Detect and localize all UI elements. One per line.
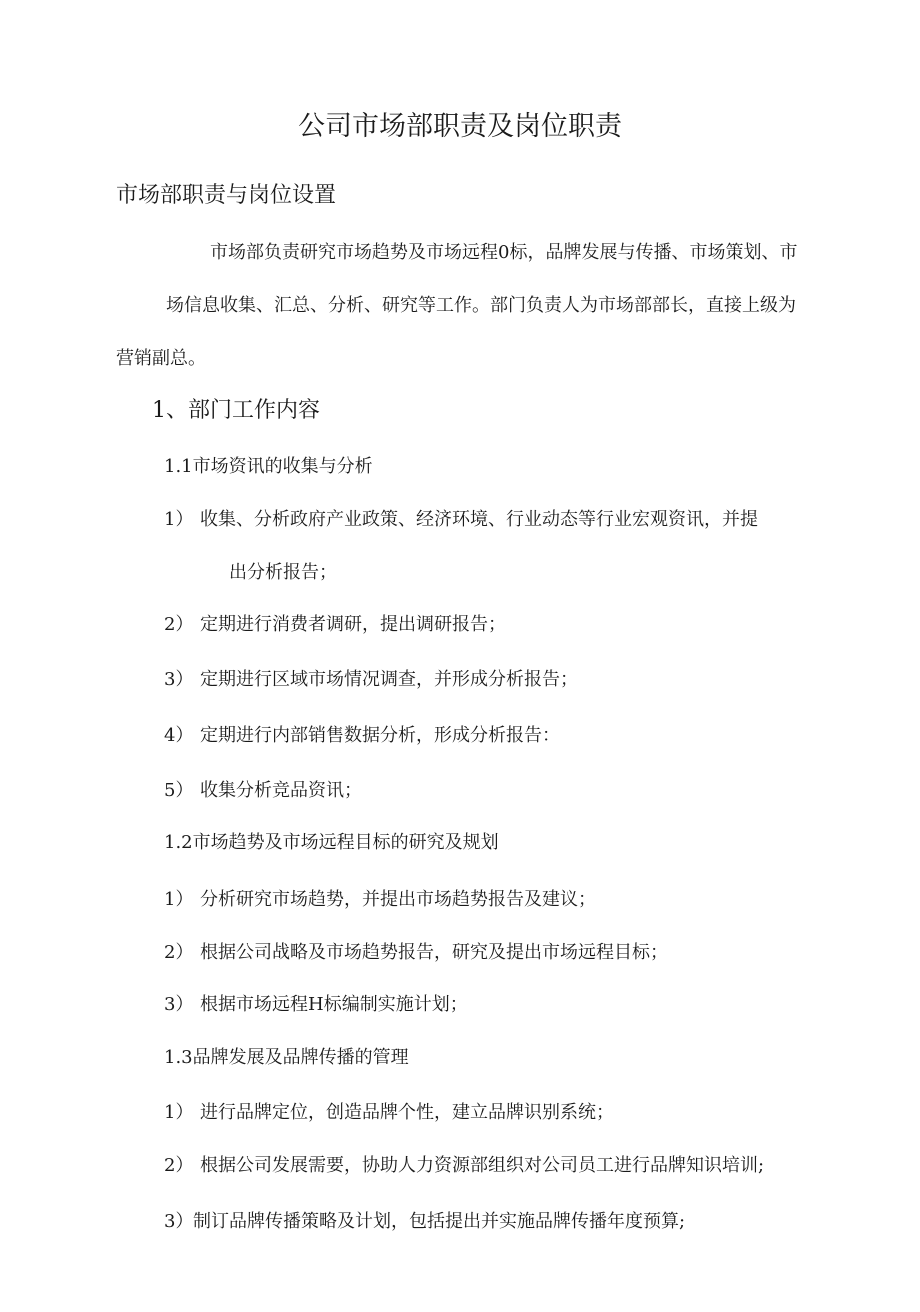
- list-number: 2）: [164, 614, 194, 635]
- list-item: [164, 938, 668, 964]
- list-text: 收集、分析政府产业政策、经济环境、行业动态等行业宏观资讯，并提: [200, 509, 758, 530]
- list-item: [164, 665, 578, 691]
- list-number: 2）: [164, 942, 194, 963]
- list-item: [164, 1098, 614, 1124]
- list-number: 3）: [164, 1211, 194, 1232]
- intro-line-1: 市场部负责研究市场趋势及市场远程0标，品牌发展与传播、市场策划、市: [210, 242, 798, 263]
- list-number: 2）: [164, 1155, 194, 1176]
- list-number: 3）: [164, 669, 194, 690]
- list-item: [164, 721, 560, 747]
- list-item: [164, 1207, 685, 1233]
- list-text: 定期进行内部销售数据分析，形成分析报告：: [200, 725, 560, 746]
- list-item: [164, 610, 506, 636]
- heading-department-work: 1、部门工作内容: [152, 398, 320, 423]
- subsection-title: 1.2市场趋势及市场远程目标的研究及规划: [164, 832, 499, 853]
- subsection-title: 1.3品牌发展及品牌传播的管理: [164, 1047, 409, 1068]
- list-item: [164, 1151, 764, 1177]
- list-text: 定期进行消费者调研，提出调研报告；: [200, 614, 506, 635]
- list-number: 3）: [164, 994, 194, 1015]
- list-number: 1）: [164, 509, 194, 530]
- list-text: 根据市场远程H标编制实施计划；: [200, 994, 468, 1015]
- intro-line-2: 场信息收集、汇总、分析、研究等工作。部门负责人为市场部部长，直接上级为: [166, 295, 796, 316]
- section-heading: 市场部职责与岗位设置: [116, 183, 337, 208]
- document-title: 公司市场部职责及岗位职责: [298, 111, 622, 142]
- list-item: [164, 776, 362, 802]
- list-text: 定期进行区域市场情况调查，并形成分析报告；: [200, 669, 578, 690]
- list-number: 1）: [164, 889, 194, 910]
- list-text: 制订品牌传播策略及计划，包括提出并实施品牌传播年度预算;: [193, 1211, 686, 1232]
- list-item: [164, 505, 758, 531]
- list-number: 1）: [164, 1102, 194, 1123]
- list-text: 收集分析竞品资讯；: [200, 780, 362, 801]
- list-text: 分析研究市场趋势，并提出市场趋势报告及建议；: [200, 889, 596, 910]
- list-item: [164, 990, 468, 1016]
- intro-line-3: 营销副总。: [116, 348, 206, 369]
- list-number: 5）: [164, 780, 194, 801]
- list-text: 根据公司发展需要，协助人力资源部组织对公司员工进行品牌知识培训;: [200, 1155, 765, 1176]
- list-text: 进行品牌定位，创造品牌个性，建立品牌识别系统；: [200, 1102, 614, 1123]
- list-item-continuation: 出分析报告；: [229, 562, 337, 583]
- subsection-title: 1.1市场资讯的收集与分析: [164, 456, 373, 477]
- list-text: 根据公司战略及市场趋势报告，研究及提出市场远程目标；: [200, 942, 668, 963]
- list-number: 4）: [164, 725, 194, 746]
- list-item: [164, 885, 596, 911]
